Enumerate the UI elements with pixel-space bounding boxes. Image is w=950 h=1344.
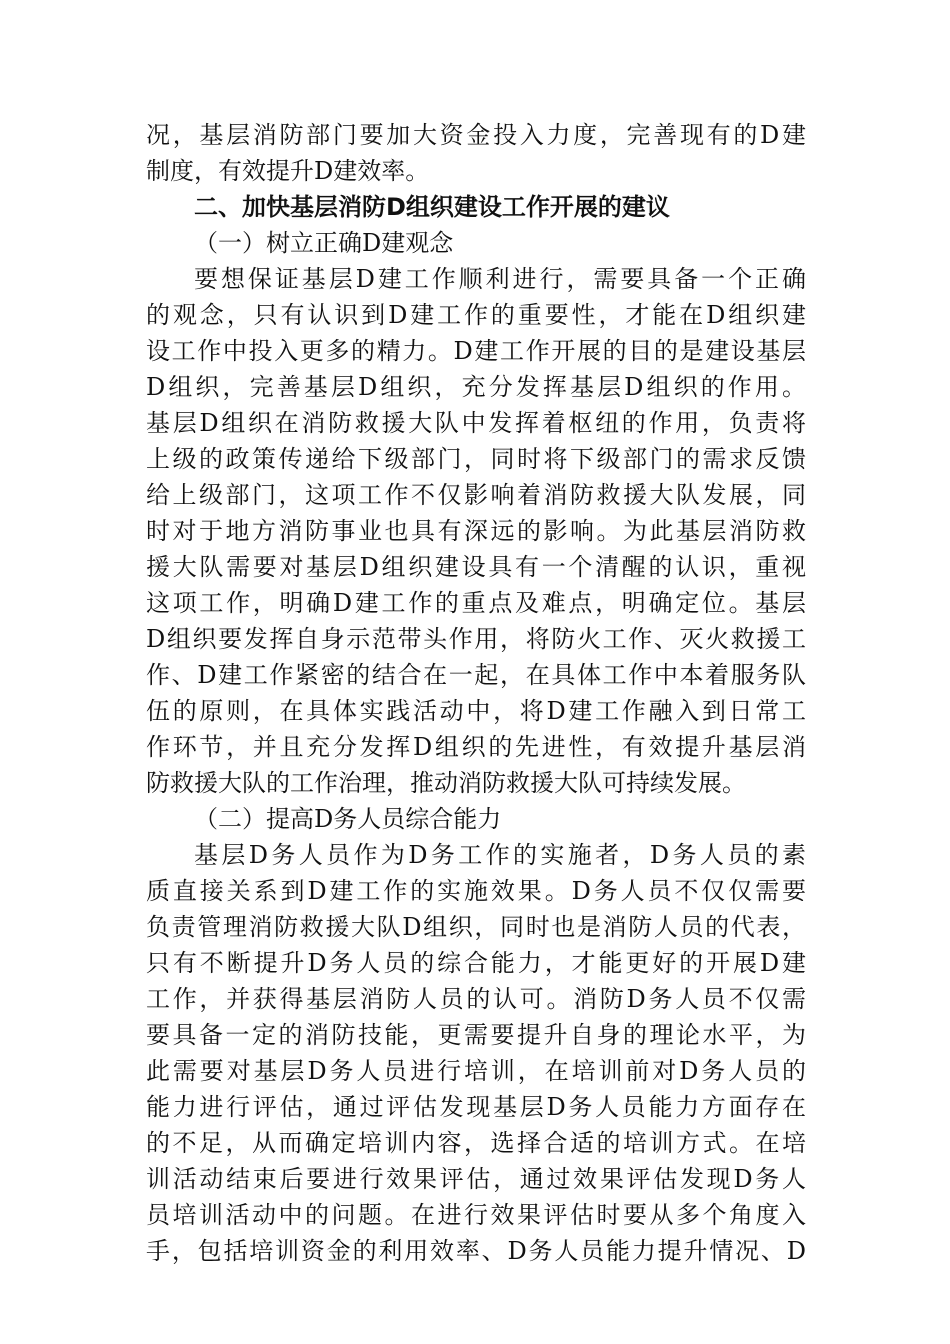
paragraph-line: 防救援大队的工作治理，推动消防救援大队可持续发展。	[146, 769, 746, 797]
paragraph-line: 的观念，只有认识到D建工作的重要性，才能在D组织建	[146, 301, 806, 329]
paragraph-line: 只有不断提升D务人员的综合能力，才能更好的开展D建	[146, 949, 806, 977]
paragraph-line: 时对于地方消防事业也具有深远的影响。为此基层消防救	[146, 517, 806, 545]
paragraph-line: 训活动结束后要进行效果评估，通过效果评估发现D务人	[146, 1165, 806, 1193]
paragraph-line: D组织，完善基层D组织，充分发挥基层D组织的作用。	[146, 373, 806, 401]
paragraph-line: 上级的政策传递给下级部门，同时将下级部门的需求反馈	[146, 445, 806, 473]
paragraph-line: 手，包括培训资金的利用效率、D务人员能力提升情况、D	[146, 1237, 806, 1265]
paragraph-line: 给上级部门，这项工作不仅影响着消防救援大队发展，同	[146, 481, 806, 509]
paragraph-line: 的不足，从而确定培训内容，选择合适的培训方式。在培	[146, 1129, 806, 1157]
paragraph-line: 设工作中投入更多的精力。D建工作开展的目的是建设基层	[146, 337, 806, 365]
paragraph-line: 伍的原则，在具体实践活动中，将D建工作融入到日常工	[146, 697, 806, 725]
subsection-heading: （一）树立正确D建观念	[194, 229, 454, 257]
paragraph-line: 况，基层消防部门要加大资金投入力度，完善现有的D建	[146, 121, 806, 149]
paragraph-line: 员培训活动中的问题。在进行效果评估时要从多个角度入	[146, 1201, 806, 1229]
paragraph-line: 基层D务人员作为D务工作的实施者，D务人员的素	[194, 841, 806, 869]
paragraph-line: 这项工作，明确D建工作的重点及难点，明确定位。基层	[146, 589, 806, 617]
paragraph-line: 要具备一定的消防技能，更需要提升自身的理论水平，为	[146, 1021, 806, 1049]
paragraph-line: 工作，并获得基层消防人员的认可。消防D务人员不仅需	[146, 985, 806, 1013]
paragraph-line: 援大队需要对基层D组织建设具有一个清醒的认识，重视	[146, 553, 806, 581]
paragraph-line: 此需要对基层D务人员进行培训，在培训前对D务人员的	[146, 1057, 806, 1085]
paragraph-line: 制度，有效提升D建效率。	[146, 157, 430, 185]
subsection-heading: （二）提高D务人员综合能力	[194, 805, 502, 833]
paragraph-line: 基层D组织在消防救援大队中发挥着枢纽的作用，负责将	[146, 409, 806, 437]
paragraph-line: 作环节，并且充分发挥D组织的先进性，有效提升基层消	[146, 733, 806, 761]
section-heading: 二、加快基层消防D组织建设工作开展的建议	[194, 193, 670, 221]
paragraph-line: 要想保证基层D建工作顺利进行，需要具备一个正确	[194, 265, 806, 293]
paragraph-line: 能力进行评估，通过评估发现基层D务人员能力方面存在	[146, 1093, 806, 1121]
paragraph-line: 作、D建工作紧密的结合在一起，在具体工作中本着服务队	[146, 661, 806, 689]
paragraph-line: D组织要发挥自身示范带头作用，将防火工作、灭火救援工	[146, 625, 806, 653]
paragraph-line: 负责管理消防救援大队D组织，同时也是消防人员的代表，	[146, 913, 806, 941]
paragraph-line: 质直接关系到D建工作的实施效果。D务人员不仅仅需要	[146, 877, 806, 905]
